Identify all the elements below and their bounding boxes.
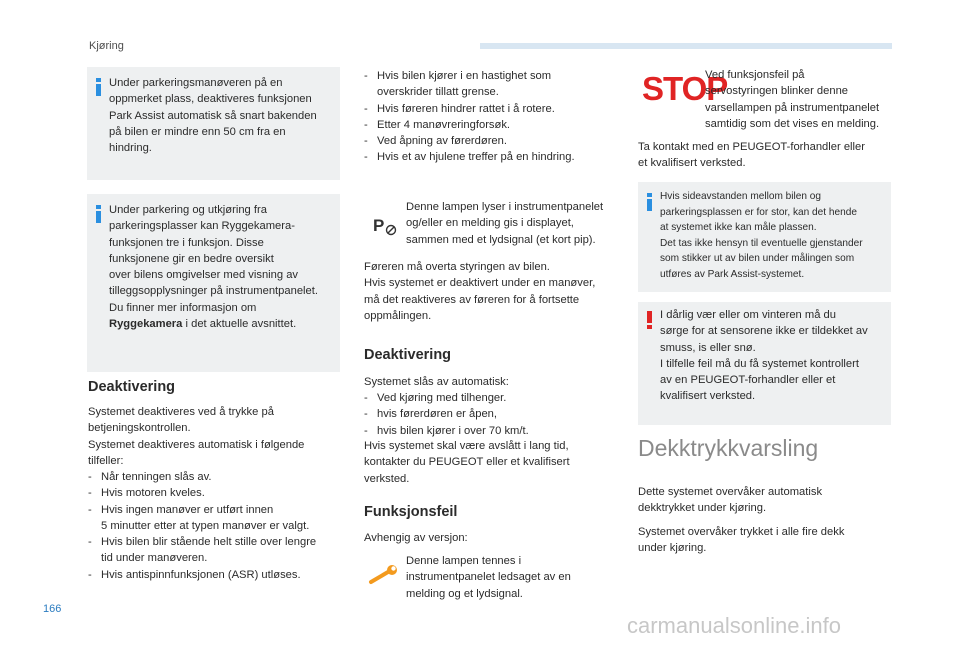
park-assist-warning-lamp-icon xyxy=(372,215,400,237)
info-box-side-distance xyxy=(638,182,891,292)
paragraph: Dette systemet overvåker automatisk dekktrykket under kjøring. xyxy=(638,486,823,515)
info-text: Under parkeringsmanøveren på en oppmerket plass, deaktiveres funksjonen Park Assist automatisk så snart bakenden på bilen er mindre enn 50 cm fra en hindring. xyxy=(109,77,317,155)
svg-text:P: P xyxy=(373,216,385,235)
list-item: - Ved åpning av førerdøren. xyxy=(364,133,626,149)
paragraph: Føreren må overta styringen av bilen. Hvis systemet er deaktivert under en manøver, må det reaktiveres av føreren for å fortsette oppmålingen. xyxy=(364,261,596,322)
deactivation-list xyxy=(88,469,348,583)
paragraph: Ta kontakt med en PEUGEOT-forhandler eller et kvalifisert verksted. xyxy=(638,141,865,170)
list-item: - Hvis et av hjulene treffer på en hindring. xyxy=(364,149,626,165)
paragraph: Hvis systemet skal være avslått i lang tid, kontakter du PEUGEOT eller et kvalifisert verksted. xyxy=(364,440,570,485)
section-title: Kjøring xyxy=(89,40,124,52)
list-item: - Hvis motoren kveles. xyxy=(88,485,348,501)
list-item: tid under manøveren. xyxy=(101,552,208,565)
list-item: - Når tenningen slås av. xyxy=(88,469,348,485)
info-icon xyxy=(96,205,101,223)
warning-text: I dårlig vær eller om vinteren må du sørge for at sensorene ikke er tildekket av smuss, is eller snø. I tilfelle feil må du få systemet kontrollert av en PEUGEOT-forhandler eller et kvalifisert verksted. xyxy=(660,309,868,403)
info-text: Hvis sideavstanden mellom bilen og parkeringsplassen er for stor, kan det hende at systemet ikke kan måle plassen. Det tas ikke hensyn til eventuelle gjenstander som stikker ut av bilen under målingen som utføres av Park Assist-systemet. xyxy=(660,191,863,280)
info-box-park-assist xyxy=(87,67,340,180)
section-heading: Deaktivering xyxy=(88,379,176,395)
info-text: Under parkering og utkjøring fra parkeringsplasser kan Ryggekamera- funksjonen tre i funksjon. Disse funksjonene gir en bedre oversikt over bilens omgivelser med visning av tilleggsopplysninger på instrumentpanelet. Du finner mer informasjon om Ryggekamera i det aktuelle avsnittet. xyxy=(109,204,318,331)
section-heading: Funksjonsfeil xyxy=(364,504,458,520)
paragraph: Systemet slås av automatisk: xyxy=(364,376,509,388)
list-item: - Hvis bilen blir stående helt stille over lengre xyxy=(88,534,348,550)
wrench-service-icon xyxy=(368,565,400,585)
list-item: - Hvis føreren hindrer rattet i å rotere. xyxy=(364,101,626,117)
info-icon xyxy=(647,193,652,211)
bold-term: Ryggekamera xyxy=(109,318,183,331)
info-box-reverse-camera xyxy=(87,194,340,372)
list-item: - hvis bilen kjører i over 70 km/t. xyxy=(364,423,626,439)
section-title-large: Dekktrykkvarsling xyxy=(638,435,819,461)
wrench-description: Denne lampen tennes i instrumentpanelet ledsaget av en melding og et lydsignal. xyxy=(406,555,571,600)
section-heading: Deaktivering xyxy=(364,347,452,363)
list-item: - Hvis antispinnfunksjonen (ASR) utløses. xyxy=(88,567,348,583)
list-item: - Hvis ingen manøver er utført innen xyxy=(88,502,348,518)
list-item: - Ved kjøring med tilhenger. xyxy=(364,390,626,406)
watermark: carmanualsonline.info xyxy=(627,613,842,638)
list-item: overskrider tillatt grense. xyxy=(377,86,499,99)
header-bar xyxy=(480,43,892,49)
stop-warning-icon: STOP xyxy=(642,70,728,107)
list-item: - Hvis bilen kjører i en hastighet som xyxy=(364,68,626,84)
stop-description: Ved funksjonsfeil på servostyringen blinker denne varsellampen på instrumentpanelet samtidig som det vises en melding. xyxy=(705,69,880,130)
list-item: - hvis førerdøren er åpen, xyxy=(364,406,626,422)
info-icon xyxy=(96,78,101,96)
paragraph: Systemet overvåker trykket i alle fire dekk under kjøring. xyxy=(638,526,845,555)
lamp-description: Denne lampen lyser i instrumentpanelet og/eller en melding gis i displayet, sammen med et lydsignal (et kort pip). xyxy=(406,201,604,246)
paragraph: Systemet deaktiveres ved å trykke på betjeningskontrollen. Systemet deaktiveres automatisk i følgende tilfeller: xyxy=(88,406,305,467)
warning-icon xyxy=(647,311,652,329)
warning-box-sensors xyxy=(638,302,891,425)
list-item: - Etter 4 manøvreringforsøk. xyxy=(364,117,626,133)
paragraph: Avhengig av versjon: xyxy=(364,532,468,544)
deactivation-list xyxy=(364,68,626,166)
auto-off-list xyxy=(364,390,626,439)
list-item: 5 minutter etter at typen manøver er valgt. xyxy=(101,519,310,532)
page-number: 166 xyxy=(43,603,62,615)
